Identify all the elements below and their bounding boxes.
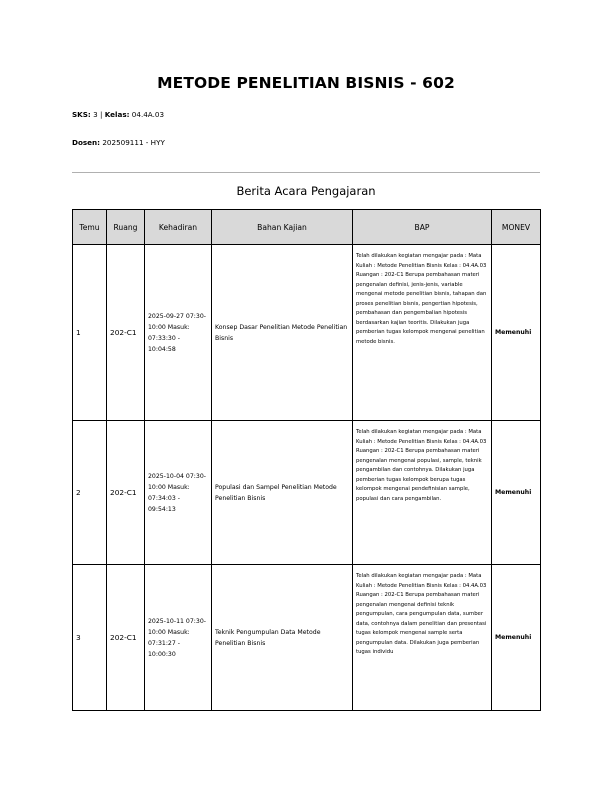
cell-kehadiran: 2025-10-11 07:30-10:00 Masuk: 07:31:27 - 10:00:30: [145, 565, 212, 711]
header-kehadiran: Kehadiran: [145, 210, 212, 245]
table-header-row: [73, 210, 541, 245]
header-bahan-kajian: Bahan Kajian: [212, 210, 353, 245]
lecturer-info-line: [72, 138, 165, 147]
teaching-report-table: [72, 209, 541, 711]
header-bap: BAP: [353, 210, 492, 245]
cell-bap: Telah dilakukan kegiatan mengajar pada : Mata Kuliah : Metode Penelitian Bisnis Kelas : 04.4A.03 Ruangan : 202-C1 Berupa pembahasan materi pengenalan definisi, jenis-jenis, variable mengenai metode penelitian bisnis, tahapan dan proses penelitian bisnis, pengertian hipotesis, pembahasan dan pengembalian hipotesis berdasarkan kajian teoritis. Dilakukan juga pemberian tugas kelompok mengenai penelitian metode bisnis.: [353, 245, 492, 421]
cell-bap: Telah dilakukan kegiatan mengajar pada : Mata Kuliah : Metode Penelitian Bisnis Kelas : 04.4A.03 Ruangan : 202-C1 Berupa pembahasan materi pengenalan mengenai populasi, sample, teknik pengambilan dan contohnya. Dilakukan juga pemberian tugas kelompok berupa tugas kelompok mengenai pendefinisian sample, populasi dan cara pengambilan.: [353, 421, 492, 565]
header-monev: MONEV: [492, 210, 541, 245]
cell-bahan-kajian: Teknik Pengumpulan Data Metode Penelitian Bisnis: [212, 565, 353, 711]
kelas-value: 04.4A.03: [131, 110, 165, 119]
dosen-value: 202509111 - HYY: [102, 138, 165, 147]
cell-monev: Memenuhi: [492, 565, 541, 711]
divider: [72, 172, 540, 173]
header-temu: Temu: [73, 210, 107, 245]
section-title: Berita Acara Pengajaran: [236, 184, 376, 198]
dosen-label: Dosen:: [72, 138, 101, 147]
sks-label: SKS:: [72, 110, 91, 119]
cell-temu: 1: [73, 245, 107, 421]
course-info-line: [72, 110, 164, 119]
info-separator: |: [99, 110, 103, 119]
table-row: [73, 245, 541, 421]
page-title: METODE PENELITIAN BISNIS - 602: [157, 74, 455, 92]
cell-kehadiran: 2025-10-04 07:30-10:00 Masuk: 07:34:03 - 09:54:13: [145, 421, 212, 565]
cell-temu: 3: [73, 565, 107, 711]
header-ruang: Ruang: [107, 210, 145, 245]
cell-ruang: 202-C1: [107, 421, 145, 565]
cell-ruang: 202-C1: [107, 565, 145, 711]
table-row: [73, 421, 541, 565]
cell-monev: Memenuhi: [492, 245, 541, 421]
cell-temu: 2: [73, 421, 107, 565]
cell-bahan-kajian: Konsep Dasar Penelitian Metode Penelitian Bisnis: [212, 245, 353, 421]
cell-monev: Memenuhi: [492, 421, 541, 565]
table-row: [73, 565, 541, 711]
cell-bahan-kajian: Populasi dan Sampel Penelitian Metode Penelitian Bisnis: [212, 421, 353, 565]
kelas-label: Kelas:: [104, 110, 130, 119]
cell-bap: Telah dilakukan kegiatan mengajar pada : Mata Kuliah : Metode Penelitian Bisnis Kelas : 04.4A.03 Ruangan : 202-C1 Berupa pembahasan materi pengenalan mengenai definisi teknik pengumpulan, cara pengumpulan data, sumber data, contohnya dalam penelitian dan presentasi tugas kelompok mengenai sample serta pengumpulan data. Dilakukan juga pemberian tugas individu: [353, 565, 492, 711]
sks-value: 3: [93, 110, 98, 119]
cell-kehadiran: 2025-09-27 07:30-10:00 Masuk: 07:33:30 - 10:04:58: [145, 245, 212, 421]
cell-ruang: 202-C1: [107, 245, 145, 421]
